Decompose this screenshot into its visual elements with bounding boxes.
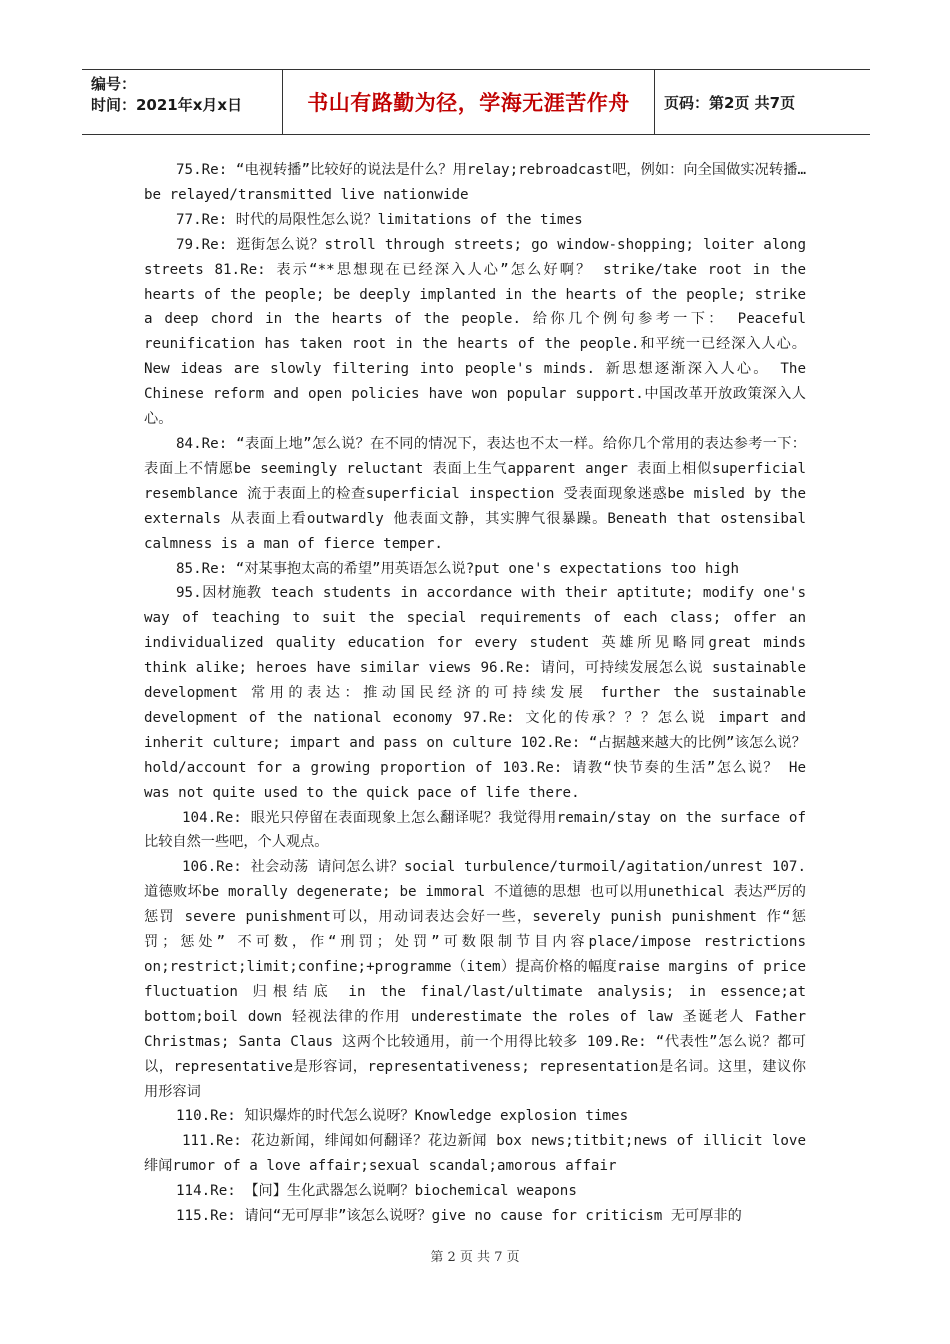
header-motto-cell xyxy=(283,70,655,134)
paragraph-85: 85.Re: “对某事抱太高的希望”用英语怎么说?put one's expectations too high xyxy=(176,560,740,577)
header-info-cell xyxy=(82,70,283,134)
page-number-label: 页码：第2页 共7页 xyxy=(664,93,796,112)
paragraph-111: 111.Re: 花边新闻，绯闻如何翻译？花边新闻 box news;titbit;news of illicit love 绯闻rumor of a love affair;sexual scandal;amorous affair xyxy=(144,1133,806,1175)
motto-text: 书山有路勤为径，学海无涯苦作舟 xyxy=(307,91,630,115)
paragraph-79: 79.Re: 逛街怎么说？stroll through streets; go window-shopping; loiter along streets 81.Re: 表示“**思想现在已经深入人心”怎么好啊？ strike/take root in the hearts of the people; be deeply implanted in the hearts of the people; strike a deep chord in the hearts of the people. 给你几个例句参考一下： Peaceful reunification has taken root in the hearts of the people.和平统一已经深入人心。 New ideas are slowly filtering into people's minds. 新思想逐渐深入人心。 The Chinese reform and open policies have won popular support.中国改革开放政策深入人心。 xyxy=(144,236,806,428)
serial-number-label: 编号： xyxy=(91,75,137,93)
paragraph-115: 115.Re: 请问“无可厚非”该怎么说呀？give no cause for criticism 无可厚非的 xyxy=(176,1208,742,1225)
paragraph-77: 77.Re: 时代的局限性怎么说？limitations of the times xyxy=(176,211,583,228)
paragraph-95: 95.因材施教 teach students in accordance with their aptitute; modify one's way of teaching to suit the special requirements of each class; offer an individualized quality education for every student 英雄所见略同great minds think alike; heroes have similar views 96.Re: 请问，可持续发展怎么说 sustainable development 常用的表达：推动国民经济的可持续发展 further the sustainable development of the national economy 97.Re: 文化的传承？？？怎么说 impart and inherit culture; impart and pass on culture 102.Re: “占据越来越大的比例”该怎么说？hold/account for a growing proportion of 103.Re: 请教“快节奏的生活”怎么说？ He was not quite used to the quick pace of life there. xyxy=(144,585,806,801)
page-footer: 第 2 页 共 7 页 xyxy=(430,1250,520,1265)
header-page-cell xyxy=(655,70,870,134)
paragraph-84: 84.Re: “表面上地”怎么说？在不同的情况下，表达也不太一样。给你几个常用的表达参考一下：表面上不情愿be seemingly reluctant 表面上生气apparent anger 表面上相似superficial resemblance 流于表面上的检查superficial inspection 受表面现象迷惑be misled by the externals 从表面上看outwardly 他表面文静，其实脾气很暴躁。Beneath that ostensibal calmness is a man of fierce temper. xyxy=(144,435,806,552)
paragraph-75: 75.Re: “电视转播”比较好的说法是什么？用relay;rebroadcast吧，例如：向全国做实况转播…be relayed/transmitted live nationwide xyxy=(144,162,806,203)
date-label: 时间：2021年x月x日 xyxy=(91,96,243,114)
document-body xyxy=(144,158,806,1229)
paragraph-114: 114.Re: 【问】生化武器怎么说啊？biochemical weapons xyxy=(176,1183,577,1200)
paragraph-106: 106.Re: 社会动荡 请问怎么讲？social turbulence/turmoil/agitation/unrest 107. 道德败坏be morally degenerate; be immoral 不道德的思想 也可以用unethical 表达严厉的惩罚 severe punishment可以，用动词表达会好一些，severely punish punishment 作“惩罚；惩处” 不可数，作“刑罚；处罚”可数限制节目内容place/impose restrictions on;restrict;limit;confine;+programme（item）提高价格的幅度raise margins of price fluctuation 归根结底 in the final/last/ultimate analysis; in essence;at bottom;boil down 轻视法律的作用 underestimate the roles of law 圣诞老人 Father Christmas; Santa Claus 这两个比较通用，前一个用得比较多 109.Re: “代表性”怎么说？都可以，representative是形容词，representativeness; representation是名词。这里，建议你用形容词 xyxy=(144,859,806,1100)
paragraph-104: 104.Re: 眼光只停留在表面现象上怎么翻译呢？我觉得用remain/stay on the surface of比较自然一些吧，个人观点。 xyxy=(144,809,806,851)
header-table xyxy=(82,69,870,135)
paragraph-110: 110.Re: 知识爆炸的时代怎么说呀？Knowledge explosion times xyxy=(176,1108,629,1125)
